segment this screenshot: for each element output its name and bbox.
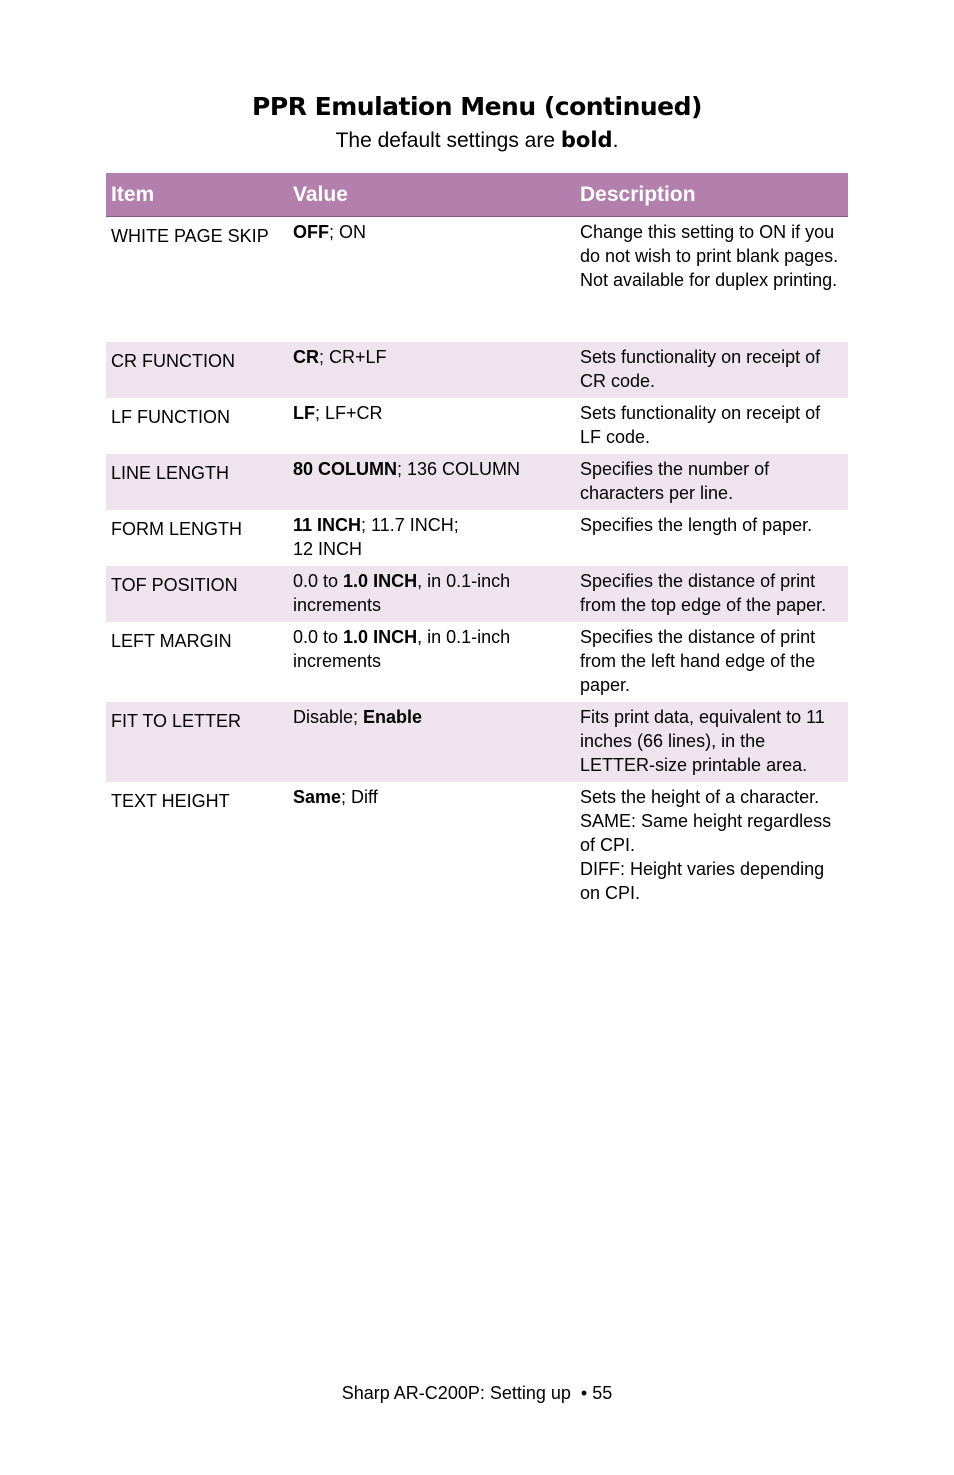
description-cell: Fits print data, equivalent to 11 inches (66 lines), in the LETTER-size printable area. (575, 702, 848, 782)
description-cell: Sets the height of a character. SAME: Same height regardless of CPI. DIFF: Height varies depending on CPI. (580, 786, 832, 903)
description-cell: Change this setting to ON if you do not wish to print blank pages. Not available for duplex printing. (580, 222, 839, 290)
default-value: 1.0 INCH (343, 570, 418, 591)
table-row (106, 622, 848, 702)
value-cell (288, 398, 575, 454)
item-cell: LEFT MARGIN (111, 630, 232, 651)
value-text: ; 11.7 INCH; 12 INCH (293, 514, 459, 559)
value-text: 0.0 to (293, 570, 344, 591)
value-text: ; CR+LF (319, 346, 387, 367)
column-header-item: Item (106, 173, 288, 217)
item-cell: FORM LENGTH (111, 518, 243, 539)
item-cell: LF FUNCTION (111, 406, 230, 427)
value-text: , in 0.1-inch increments (293, 626, 511, 671)
description-cell: Sets functionality on receipt of LF code. (580, 402, 821, 447)
default-value: Same (293, 786, 342, 807)
settings-table (106, 173, 848, 910)
default-value: LF (293, 402, 315, 423)
subtitle-bold: bold (560, 128, 613, 152)
default-value: CR (293, 346, 319, 367)
value-text: Disable; (293, 706, 364, 727)
value-text: 0.0 to (293, 626, 344, 647)
column-header-value: Value (288, 173, 575, 217)
table-row (106, 342, 848, 398)
value-text: ; ON (329, 222, 367, 242)
page-subtitle (0, 128, 954, 153)
description-cell: Specifies the distance of print from the top edge of the paper. (575, 566, 848, 622)
item-cell: LINE LENGTH (106, 454, 288, 510)
value-text: ; LF+CR (315, 402, 383, 423)
item-cell: WHITE PAGE SKIP (111, 226, 269, 246)
value-cell (288, 454, 575, 510)
table-row (106, 702, 848, 782)
page-footer: Sharp AR-C200P: Setting up • 55 (341, 1383, 613, 1403)
description-cell: Specifies the length of paper. (580, 514, 813, 535)
column-header-description: Description (575, 173, 848, 217)
item-cell: TOF POSITION (106, 566, 288, 622)
value-cell (288, 702, 575, 782)
table-row (106, 454, 848, 510)
value-text: ; Diff (341, 786, 378, 807)
value-cell (288, 622, 575, 702)
description-cell: Specifies the distance of print from the left hand edge of the paper. (580, 626, 816, 695)
default-value: Enable (363, 706, 423, 727)
default-value: 80 COLUMN (293, 458, 398, 479)
subtitle-text: The default settings are (335, 129, 561, 152)
value-cell (288, 342, 575, 398)
table-row (106, 782, 848, 910)
subtitle-suffix: . (612, 129, 619, 152)
item-cell: CR FUNCTION (106, 342, 288, 398)
table-header-row (106, 173, 848, 217)
default-value: OFF (293, 222, 329, 242)
item-cell: TEXT HEIGHT (111, 790, 230, 811)
value-text: , in 0.1-inch increments (293, 570, 511, 615)
table-row (106, 566, 848, 622)
description-cell: Specifies the number of characters per line. (575, 454, 848, 510)
description-cell: Sets functionality on receipt of CR code. (575, 342, 848, 398)
default-value: 11 INCH (293, 514, 362, 535)
table-row (106, 398, 848, 454)
page-title: PPR Emulation Menu (continued) (252, 92, 702, 121)
value-cell (288, 782, 575, 910)
value-cell (288, 566, 575, 622)
item-cell: FIT TO LETTER (106, 702, 288, 782)
value-cell (288, 510, 575, 566)
value-text: ; 136 COLUMN (397, 458, 521, 479)
table-row (106, 217, 848, 342)
default-value: 1.0 INCH (343, 626, 418, 647)
value-cell (288, 217, 575, 342)
table-row (106, 510, 848, 566)
